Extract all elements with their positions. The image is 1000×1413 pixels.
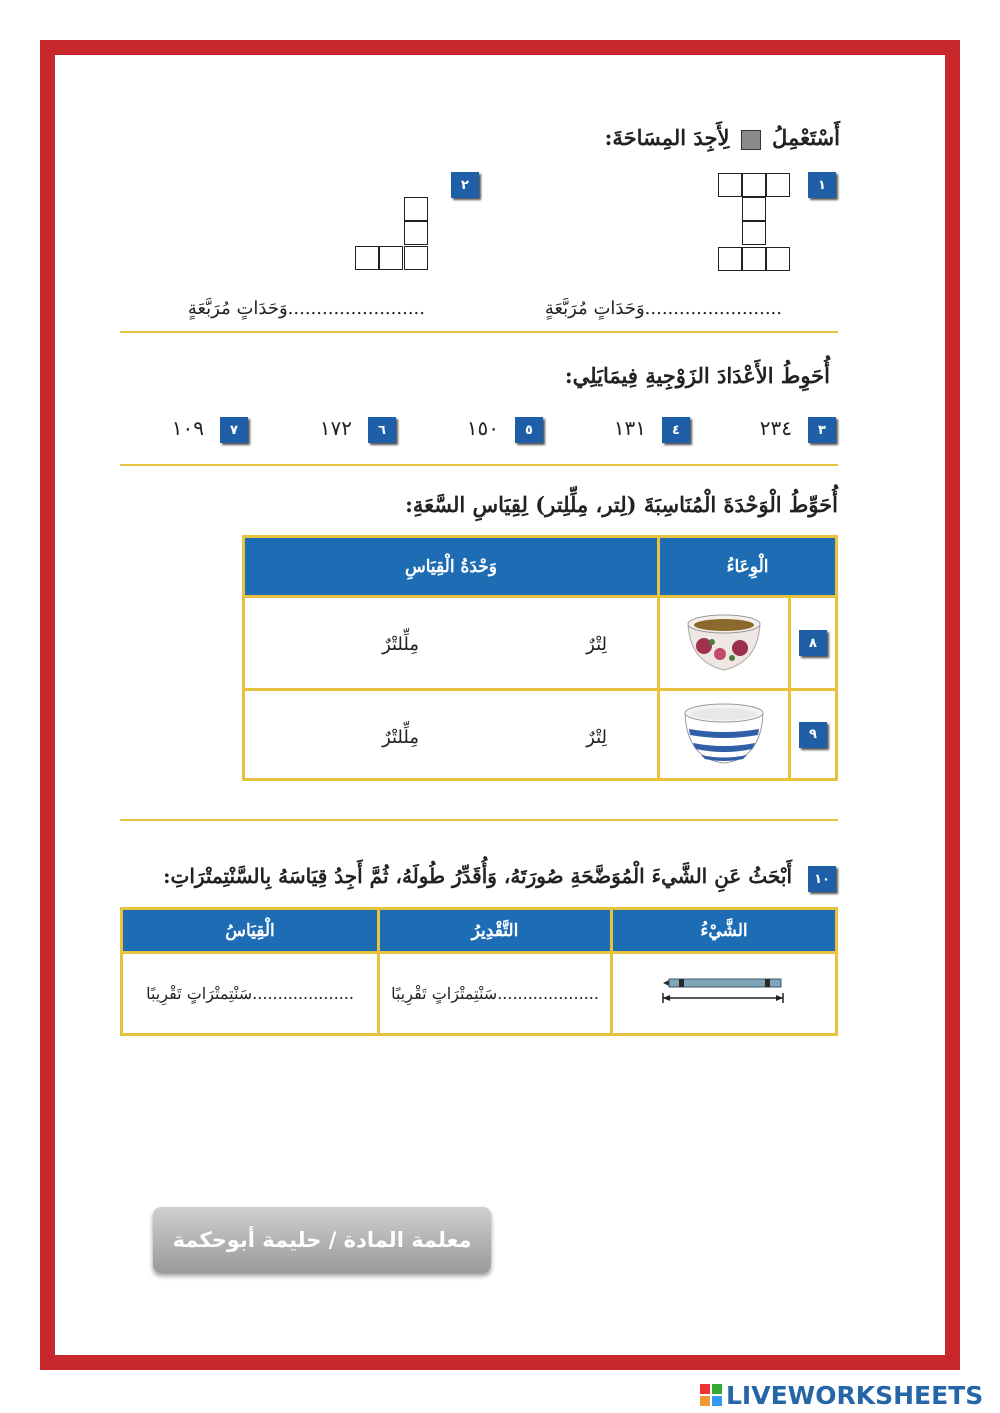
section2-title: أُحَوِطُ الأَعْدَادَ الزَوْجِيةِ فِيمَايَلِي: [564, 363, 830, 388]
section1-title-post: لِأَجِدَ المِسَاحَةَ: [604, 125, 730, 150]
unit-cell [244, 690, 659, 780]
area-shape-2 [355, 197, 431, 273]
divider [120, 464, 838, 466]
container-image-cell [659, 690, 790, 780]
col-container-header: الْوِعَاءُ [659, 537, 837, 597]
col-object-header: الشَّيْءُ [612, 909, 837, 953]
number-option[interactable]: ١٣١ [613, 416, 646, 440]
even-numbers-row [160, 414, 840, 446]
liveworksheets-logo-icon [700, 1384, 722, 1406]
question-number: ١٠ [808, 866, 836, 892]
col-unit-header: وَحْدَةُ الْقِيَاسِ [244, 537, 659, 597]
length-table [120, 907, 838, 1036]
section3-title: أُحَوِّطُ الْوَحْدَةَ الْمُنَاسِبَةَ (لِتر، مِلِّلِتر) لِقِيَاسِ السَّعَةِ: [405, 492, 838, 517]
unit-option-milliliter[interactable]: مِلِّلتْرٌ [382, 727, 419, 748]
answer-line-2[interactable]: ........................وَحَدَاتٍ مُرَبَّعَةٍ [187, 298, 425, 319]
question-number: ٦ [368, 417, 396, 443]
section4-title: أَبْحَثُ عَنِ الشَّيءَ الْمُوَضَّحَةِ صُورَتَهُ، وَأُقَدِّرُ طُولَهُ، ثُمَّ أَجِدُ قِيَاسَهُ بِالسَّنْتِمتْرَاتِ: [163, 864, 792, 888]
measure-cell[interactable]: ....................سَنْتِمتْرَاتٍ تَقْرِيبًا [122, 953, 379, 1035]
question-number: ٥ [515, 417, 543, 443]
estimate-cell[interactable]: ....................سَنْتِمتْرَاتٍ تَقْرِيبًا [379, 953, 612, 1035]
question-number-cell [790, 597, 837, 690]
unit-option-liter[interactable]: لِتْرٌ [586, 634, 607, 655]
bowl-icon [681, 699, 767, 767]
number-option[interactable]: ١٧٢ [319, 416, 352, 440]
object-cell [612, 953, 837, 1035]
question-number-cell [790, 690, 837, 780]
brand-name[interactable]: LIVEWORKSHEETS [726, 1380, 984, 1410]
capacity-table [242, 535, 838, 781]
number-option[interactable]: ١٥٠ [466, 416, 499, 440]
unit-option-milliliter[interactable]: مِلِّلتْرٌ [382, 634, 419, 655]
container-image-cell [659, 597, 790, 690]
section1-title-pre: أَسْتَعْمِلُ [772, 125, 840, 150]
coffee-cup-icon [682, 606, 766, 676]
unit-option-liter[interactable]: لِتْرٌ [586, 727, 607, 748]
number-option[interactable]: ١٠٩ [171, 416, 204, 440]
crayon-icon [659, 974, 789, 1010]
unit-cell [244, 597, 659, 690]
divider [120, 819, 838, 821]
question-number: ٢ [451, 172, 479, 198]
question-number: ٣ [808, 417, 836, 443]
teacher-name-box: معلمة المادة / حليمة أبوحكمة [153, 1207, 491, 1273]
area-shape-1 [718, 173, 794, 273]
question-number: ٤ [662, 417, 690, 443]
divider [120, 331, 838, 333]
section1-title [605, 125, 840, 150]
question-number: ٧ [220, 417, 248, 443]
question-number: ٨ [799, 630, 827, 656]
question-number: ٩ [799, 722, 827, 748]
question-number: ١ [808, 172, 836, 198]
number-option[interactable]: ٢٣٤ [759, 416, 792, 440]
col-measure-header: الْقِيَاسُ [122, 909, 379, 953]
unit-square-icon [741, 130, 761, 150]
brand-logo [700, 1380, 995, 1410]
answer-line-1[interactable]: ........................وَحَدَاتٍ مُرَبَّعَةٍ [544, 298, 782, 319]
col-estimate-header: التَّقْدِيرُ [379, 909, 612, 953]
